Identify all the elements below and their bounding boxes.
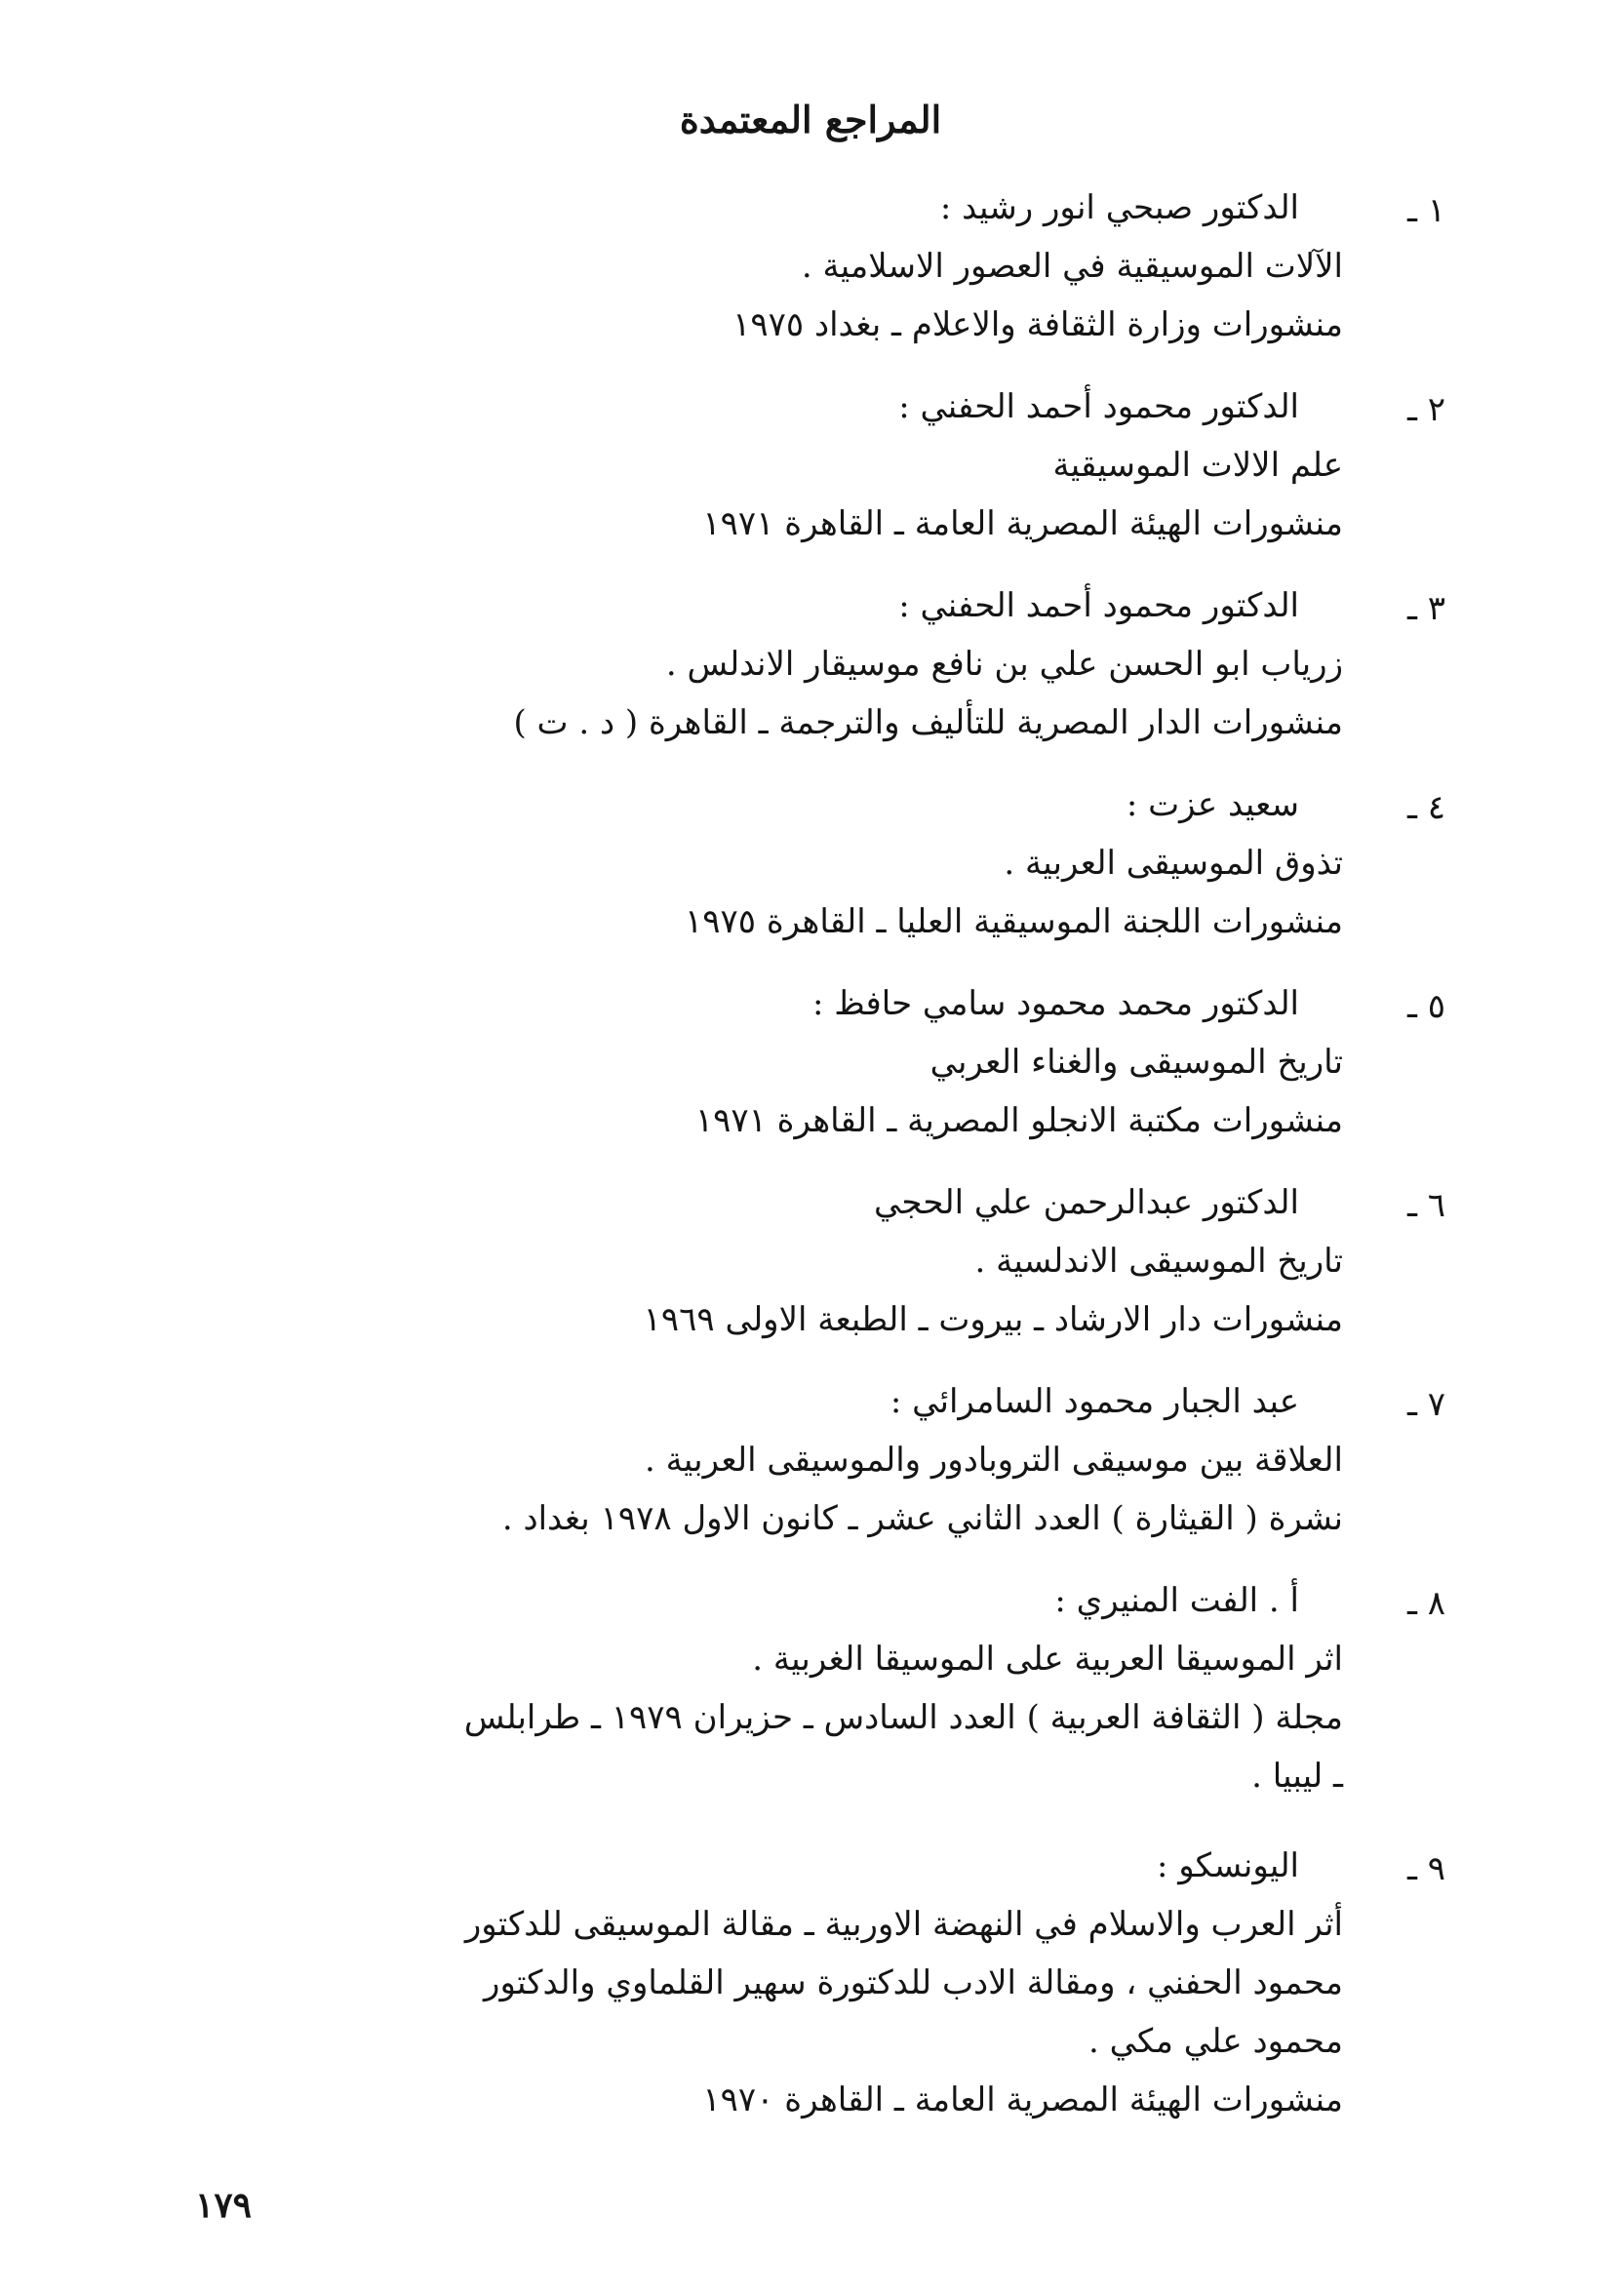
entry-publisher: منشورات الهيئة المصرية العامة ـ القاهرة ١٩٧١ xyxy=(702,504,1343,543)
entry-author: سعيد عزت : xyxy=(1126,785,1299,824)
entry-title: زرياب ابو الحسن علي بن نافع موسيقار الاندلس . xyxy=(665,645,1343,684)
entry-publisher: منشورات مكتبة الانجلو المصرية ـ القاهرة ١٩٧١ xyxy=(694,1101,1343,1140)
entry-author: الدكتور محمود أحمد الحفني : xyxy=(898,387,1299,426)
entry-number: ٧ ـ xyxy=(1406,1385,1445,1424)
page-number: ١٧٩ xyxy=(195,2185,253,2226)
entry-publisher: مجلة ( الثقافة العربية ) العدد السادس ـ حزيران ١٩٧٩ ـ طرابلس xyxy=(463,1698,1343,1737)
entry-title: أثر العرب والاسلام في النهضة الاوربية ـ مقالة الموسيقى للدكتور xyxy=(464,1905,1343,1944)
entry-number: ٩ ـ xyxy=(1406,1849,1445,1888)
entry-title-continued: محمود الحفني ، ومقالة الادب للدكتورة سهير القلماوي والدكتور xyxy=(484,1963,1343,2002)
entry-number: ٤ ـ xyxy=(1406,788,1445,827)
entry-publisher: منشورات الهيئة المصرية العامة ـ القاهرة ١٩٧٠ xyxy=(702,2080,1343,2119)
entry-author: عبد الجبار محمود السامرائي : xyxy=(890,1382,1299,1421)
page-title: المراجع المعتمدة xyxy=(679,98,942,141)
entry-author: أ . الفت المنيري : xyxy=(1054,1581,1299,1620)
entry-author: الدكتور محمد محمود سامي حافظ : xyxy=(811,984,1299,1023)
entry-title: تاريخ الموسيقى الاندلسية . xyxy=(974,1242,1343,1281)
entry-publisher: منشورات وزارة الثقافة والاعلام ـ بغداد ١٩٧٥ xyxy=(732,305,1343,344)
entry-publisher: منشورات دار الارشاد ـ بيروت ـ الطبعة الاولى ١٩٦٩ xyxy=(643,1300,1343,1339)
entry-title: اثر الموسيقا العربية على الموسيقا الغربية . xyxy=(752,1640,1343,1679)
entry-number: ٥ ـ xyxy=(1406,987,1445,1026)
entry-publisher-continued: ـ ليبيا . xyxy=(1251,1757,1343,1796)
entry-publisher: منشورات الدار المصرية للتأليف والترجمة ـ القاهرة ( د . ت ) xyxy=(513,703,1343,742)
entry-publisher: منشورات اللجنة الموسيقية العليا ـ القاهرة ١٩٧٥ xyxy=(684,902,1343,941)
entry-number: ٣ ـ xyxy=(1406,589,1445,628)
entry-title: تاريخ الموسيقى والغناء العربي xyxy=(929,1043,1343,1082)
entry-publisher: نشرة ( القيثارة ) العدد الثاني عشر ـ كانون الاول ١٩٧٨ بغداد . xyxy=(501,1499,1343,1538)
entry-number: ١ ـ xyxy=(1406,191,1445,230)
entry-title: علم الالات الموسيقية xyxy=(1052,446,1343,485)
entry-author: اليونسكو : xyxy=(1156,1846,1299,1885)
entry-title: تذوق الموسيقى العربية . xyxy=(1004,844,1343,883)
entry-title: العلاقة بين موسيقى التروبادور والموسيقى العربية . xyxy=(645,1441,1343,1480)
entry-title: الآلات الموسيقية في العصور الاسلامية . xyxy=(801,247,1343,286)
entry-number: ٨ ـ xyxy=(1406,1584,1445,1623)
entry-number: ٢ ـ xyxy=(1406,390,1445,429)
entry-author: الدكتور عبدالرحمن علي الحجي xyxy=(874,1183,1299,1222)
entry-author: الدكتور محمود أحمد الحفني : xyxy=(898,586,1299,625)
entry-title-continued: محمود علي مكي . xyxy=(1088,2022,1343,2061)
entry-author: الدكتور صبحي انور رشيد : xyxy=(939,188,1299,227)
entry-number: ٦ ـ xyxy=(1406,1186,1445,1225)
